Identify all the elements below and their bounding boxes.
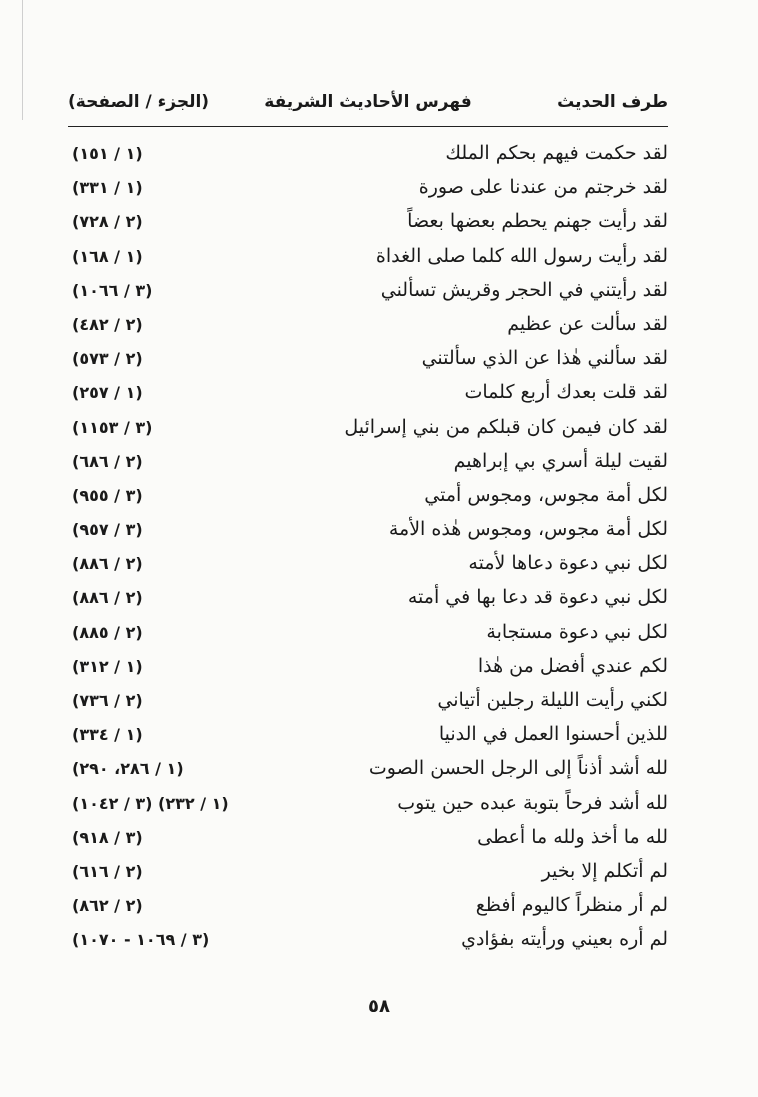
header-title: فهرس الأحاديث الشريفة [264,92,472,112]
index-entry [68,582,668,616]
entry-text: لقد سألني هٰذا عن الذي سألتني [421,347,668,370]
index-entry [68,309,668,343]
entry-text: لكني رأيت الليلة رجلين أتياني [437,689,668,711]
header-divider [68,126,668,127]
index-entry [68,514,668,548]
entry-text: لله أشد فرحاً بتوبة عبده حين يتوب [397,791,668,814]
entry-reference: (١ / ٣١٢) [72,656,143,676]
entry-reference: (٢ / ٧٢٨) [72,212,143,232]
entry-text: لقد خرجتم من عندنا على صورة [418,176,668,199]
entry-text: لكل نبي دعوة قد دعا بها في أمته [407,586,668,609]
entry-text: لكل أمة مجوس، ومجوس هٰذه الأمة [388,518,668,541]
index-entry [68,412,668,446]
entry-text: للذين أحسنوا العمل في الدنيا [438,723,668,746]
index-entry [68,172,668,206]
index-entry [68,651,668,685]
entry-reference: (١ / ٢٨٦، ٢٩٠) [72,759,184,779]
header-left: (الجزء / الصفحة) [68,92,210,112]
entry-text: لقد كان فيمن كان قبلكم من بني إسرائيل [344,415,668,438]
entry-reference: (٢ / ٨٨٦) [72,554,143,574]
index-entry [68,890,668,924]
entry-text: لقيت ليلة أسري بي إبراهيم [453,449,668,472]
entry-reference: (٣ / ١١٥٣) [72,417,153,437]
header-right: طرف الحديث [557,92,668,112]
entry-reference: (٢ / ٤٨٢) [72,314,143,334]
entry-reference: (٣ / ١٠٦٦) [72,280,153,300]
entry-text: لقد رأيت رسول الله كلما صلى الغداة [375,244,668,267]
index-entry [68,924,668,958]
index-entry [68,138,668,172]
index-entry [68,206,668,240]
index-entry [68,719,668,753]
entry-text: لكم عندي أفضل من هٰذا [477,654,668,677]
entry-text: لم أره بعيني ورأيته بفؤادي [461,928,668,951]
index-entry [68,753,668,787]
entry-text: لم أر منظراً كاليوم أفظع [475,894,668,917]
entry-reference: (١ / ٣٣١) [72,178,143,198]
index-entry [68,446,668,480]
entry-text: لقد حكمت فيهم بحكم الملك [445,142,668,164]
entry-reference: (٢ / ٨٨٥) [72,622,143,642]
entry-reference: (٢ / ٦٨٦) [72,451,143,471]
entry-text: لم أتكلم إلا بخير [541,859,668,882]
entry-reference: (٣ / ١٠٦٩ - ١٠٧٠) [72,930,210,950]
entry-reference: (٣ / ٩٥٧) [72,520,143,540]
index-entry [68,788,668,822]
entry-reference: (٢ / ٦١٦) [72,861,143,881]
page-header [68,86,668,122]
index-entry [68,343,668,377]
entry-reference: (٢ / ٧٣٦) [72,691,143,710]
entry-text: لله أشد أذناً إلى الرجل الحسن الصوت [368,757,668,780]
entry-text: لقد رأيتني في الحجر وقريش تسألني [380,278,668,301]
index-entry [68,275,668,309]
entry-reference: (١ / ٢٣٢) (٣ / ١٠٤٢) [72,793,229,813]
entry-text: لله ما أخذ ولله ما أعطى [477,825,668,848]
entry-reference: (٣ / ٩٥٥) [72,485,143,505]
entry-reference: (١ / ٣٣٤) [72,725,143,745]
index-entry [68,856,668,890]
entry-reference: (١ / ١٥١) [72,144,143,163]
entry-text: لقد سألت عن عظيم [507,312,668,335]
entry-reference: (٢ / ٥٧٣) [72,349,143,369]
index-entry [68,548,668,582]
entry-reference: (٣ / ٩١٨) [72,827,143,847]
index-entry [68,241,668,275]
index-entry [68,685,668,719]
index-entry [68,617,668,651]
entry-reference: (١ / ٢٥٧) [72,383,143,403]
entry-text: لكل نبي دعوة مستجابة [486,620,668,643]
entry-text: لكل نبي دعوة دعاها لأمته [468,552,668,575]
index-entry [68,480,668,514]
index-entry [68,377,668,411]
hadith-index-list [68,138,668,959]
entry-reference: (١ / ١٦٨) [72,246,143,266]
entry-text: لقد قلت بعدك أربع كلمات [464,381,668,404]
entry-reference: (٢ / ٨٨٦) [72,588,143,608]
index-entry [68,822,668,856]
margin-line [22,0,23,120]
entry-text: لقد رأيت جهنم يحطم بعضها بعضاً [407,210,668,233]
entry-reference: (٢ / ٨٦٢) [72,896,143,916]
entry-text: لكل أمة مجوس، ومجوس أمتي [424,483,668,506]
page-number: ٥٨ [368,996,390,1017]
